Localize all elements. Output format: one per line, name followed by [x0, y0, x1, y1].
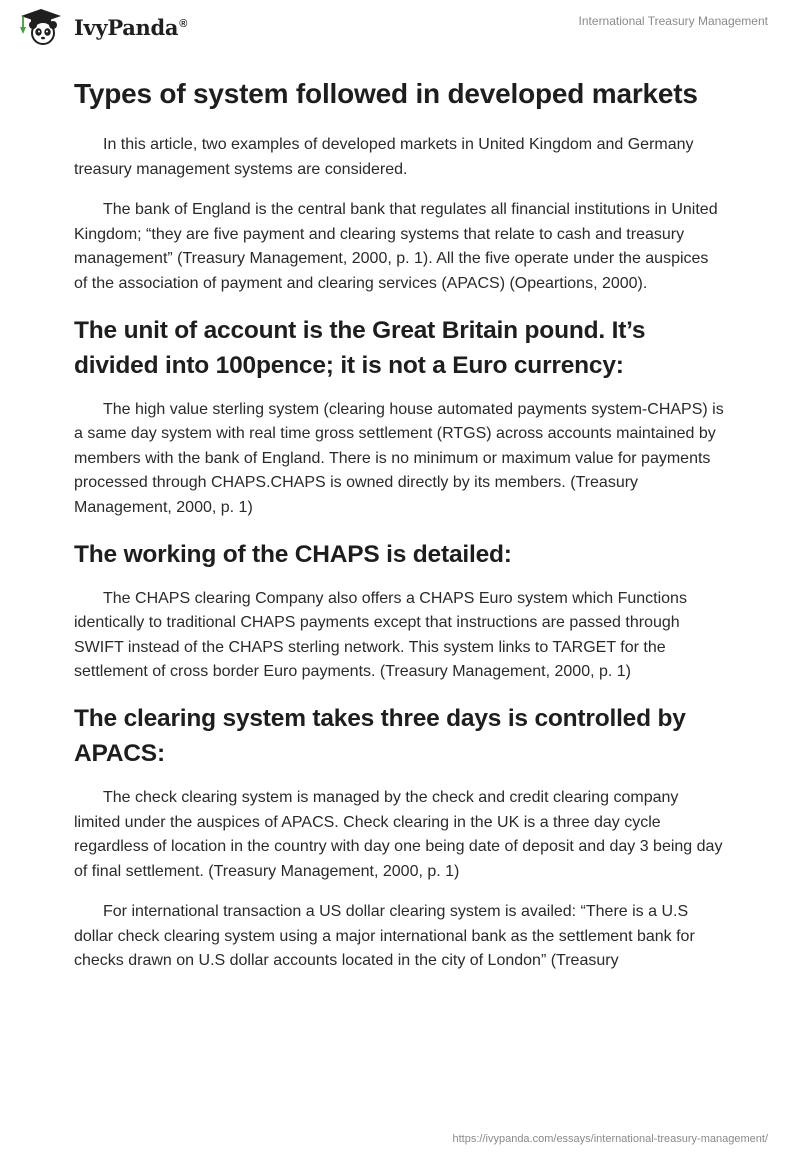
logo-wordmark: IvyPanda® — [74, 14, 188, 40]
page-header — [0, 0, 800, 56]
chaps-working-heading: The working of the CHAPS is detailed: — [74, 540, 512, 568]
intro-paragraph: In this article, two examples of developed markets in United Kingdom and Germany treasury management systems are considered. — [74, 136, 694, 178]
bank-of-england-paragraph: The bank of England is the central bank that regulates all financial institutions in United Kingdom; “they are five payment and clearing systems that relate to cash and treasury management” (Treasury Management, 2000, p. 1). All the five operate under the auspices of the association of payment and clearing services (APACS) (Opeartions, 2000). — [74, 201, 718, 292]
check-clearing-paragraph: The check clearing system is managed by the check and credit clearing company limited under the auspices of APACS. Check clearing in the UK is a three day cycle regardless of location in the country with day one being date of deposit and day 3 being day of final settlement. (Treasury Management, 2000, p. 1) — [74, 788, 723, 880]
chaps-euro-paragraph: The CHAPS clearing Company also offers a CHAPS Euro system which Functions identically to traditional CHAPS payments except that instructions are passed through SWIFT instead of the CHAPS sterling network. This system links to TARGET for the settlement of cross border Euro payments. (Treasury Management, 2000, p. 1) — [74, 589, 687, 681]
source-url[interactable]: https://ivypanda.com/essays/international-treasury-management/ — [452, 1133, 768, 1145]
us-dollar-clearing-paragraph: For international transaction a US dollar clearing system is availed: “There is a U.S dollar check clearing system using a major international bank as the settlement bank for checks drawn on U.S dollar accounts located in the city of London” (Treasury — [74, 903, 695, 970]
clearing-system-heading: The clearing system takes three days is controlled by APACS: — [74, 704, 686, 767]
article-body — [74, 70, 726, 990]
ivypanda-logo[interactable] — [14, 8, 187, 46]
unit-of-account-heading: The unit of account is the Great Britain pound. It’s divided into 100pence; it is not a Euro currency: — [74, 316, 646, 379]
panda-graduation-icon — [14, 8, 68, 46]
chaps-paragraph: The high value sterling system (clearing house automated payments system-CHAPS) is a same day system with real time gross settlement (RTGS) across accounts maintained by members with the bank of England. There is no minimum or maximum value for payments processed through CHAPS.CHAPS is owned directly by its members. (Treasury Management, 2000, p. 1) — [74, 400, 724, 516]
article-title: Types of system followed in developed markets — [74, 78, 698, 109]
document-title: International Treasury Management — [578, 14, 768, 28]
